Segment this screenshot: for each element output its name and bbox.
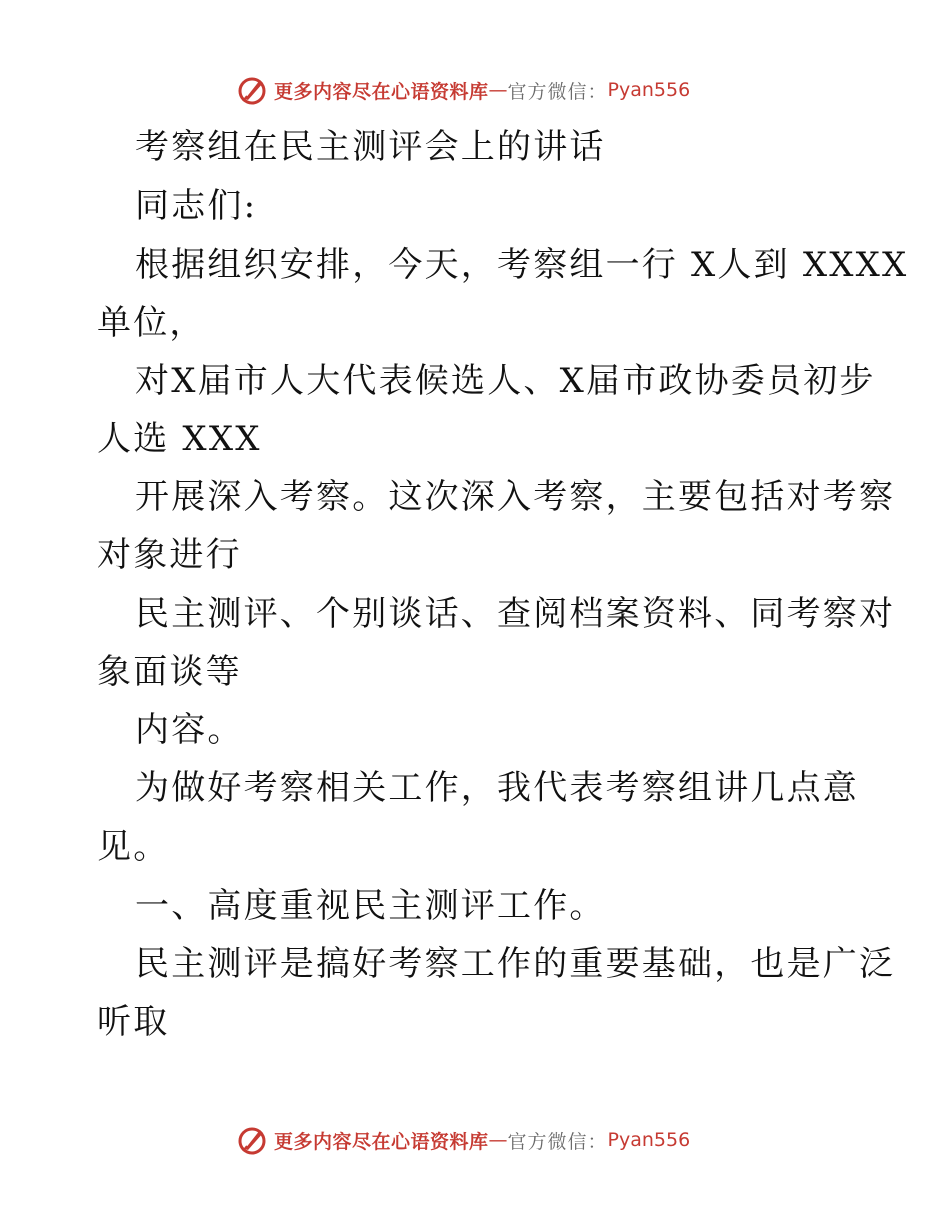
paragraph-line: 见。 <box>97 827 170 867</box>
section-heading: 一、高度重视民主测评工作。 <box>135 886 606 926</box>
paragraph-line: 象面谈等 <box>97 652 242 692</box>
paragraph-line: 单位， <box>97 303 206 343</box>
paragraph-line: 民主测评、个别谈话、查阅档案资料、同考察对 <box>135 594 896 634</box>
paragraph-line: 对象进行 <box>97 535 242 575</box>
paragraph-line: 内容。 <box>135 710 244 750</box>
watermark-brand: 更多内容尽在心语资料库 <box>274 80 489 103</box>
paragraph-line: 人选 XXX <box>97 419 262 459</box>
watermark-label: 官方微信： <box>507 1130 608 1153</box>
header-watermark <box>236 73 690 107</box>
watermark-wechat-id: Pyan556 <box>607 79 691 101</box>
watermark-dash: — <box>488 79 508 101</box>
paragraph-line: 为做好考察相关工作，我代表考察组讲几点意 <box>135 768 859 808</box>
watermark-wechat-id: Pyan556 <box>607 1129 691 1151</box>
paragraph-line: 开展深入考察。这次深入考察，主要包括对考察 <box>135 477 896 517</box>
paragraph-line: 对X届市人大代表候选人、X届市政协委员初步 <box>135 361 876 401</box>
feather-logo-icon <box>236 74 268 106</box>
paragraph-line: 听取 <box>97 1002 170 1042</box>
footer-watermark <box>236 1123 690 1157</box>
watermark-label: 官方微信： <box>507 80 608 103</box>
paragraph-line: 同志们: <box>135 186 258 226</box>
watermark-dash: — <box>488 1129 508 1151</box>
paragraph-line: 民主测评是搞好考察工作的重要基础，也是广泛 <box>135 944 896 984</box>
document-title: 考察组在民主测评会上的讲话 <box>135 127 606 167</box>
paragraph-line: 根据组织安排，今天，考察组一行 X人到 XXXX <box>135 245 909 285</box>
feather-logo-icon <box>236 1124 268 1156</box>
watermark-brand: 更多内容尽在心语资料库 <box>274 1130 489 1153</box>
